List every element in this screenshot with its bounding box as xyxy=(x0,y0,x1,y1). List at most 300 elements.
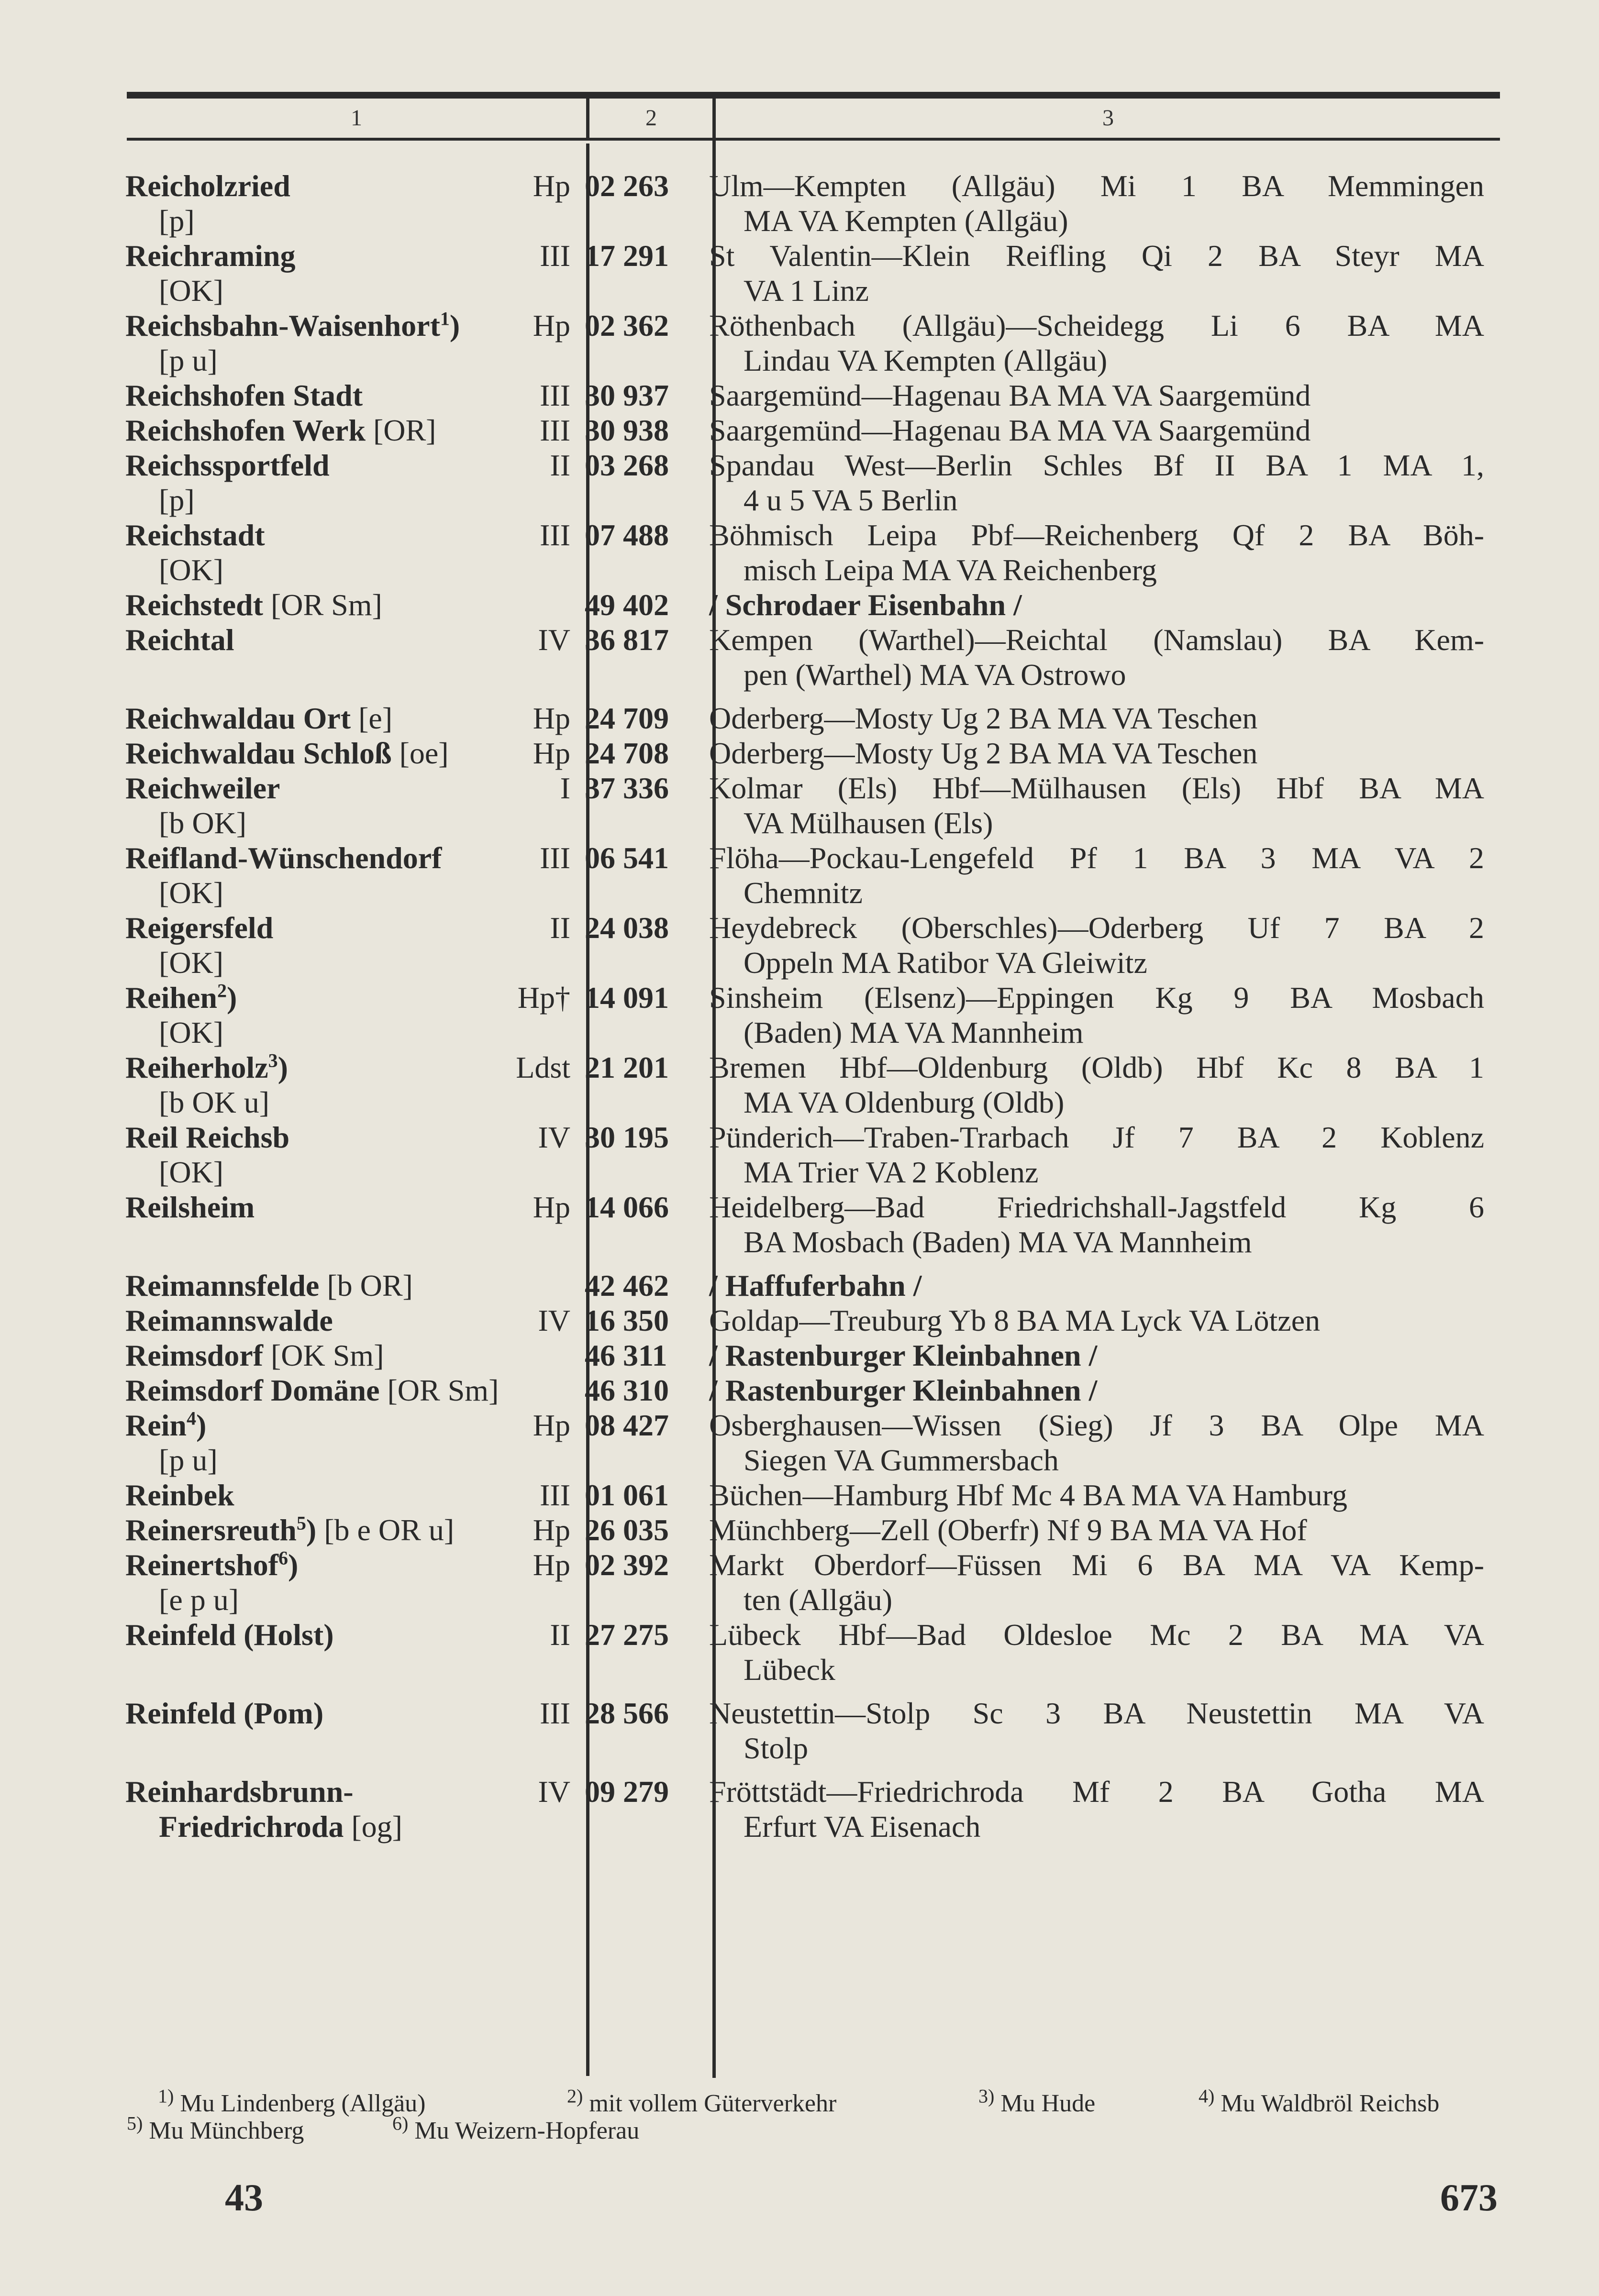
station-number: 26 035 xyxy=(585,1513,669,1547)
table-row xyxy=(125,910,1484,980)
route-line-1: Saargemünd—Hagenau BA MA VA Saargemünd xyxy=(709,378,1311,412)
table-row xyxy=(125,378,1484,413)
station-cell xyxy=(125,1408,585,1478)
route-cell xyxy=(709,1617,1484,1687)
station-cell xyxy=(125,1478,585,1512)
station-number: 46 310 xyxy=(585,1373,669,1407)
route-line-2: ten (Allgäu) xyxy=(744,1583,892,1617)
table-row xyxy=(125,1478,1484,1512)
station-marks: [b OR] xyxy=(327,1269,413,1303)
route-line-1: Spandau West—Berlin Schles Bf II BA 1 MA 1, xyxy=(709,448,1484,482)
footnote-ref: 3 xyxy=(268,1049,278,1071)
route-line-2: Oppeln MA Ratibor VA Gleiwitz xyxy=(744,946,1147,980)
header-divider-1 xyxy=(586,94,589,140)
station-name-group: Reinertshof$^6$) xyxy=(125,1547,299,1582)
station-cell xyxy=(125,1617,585,1687)
route-cell xyxy=(709,1303,1484,1338)
table-row xyxy=(125,1338,1484,1373)
station-marks: [OK] xyxy=(159,946,224,980)
station-name-group xyxy=(125,1774,354,1809)
route-line-1: Bremen Hbf—Oldenburg (Oldb) Hbf Kc 8 BA 1 xyxy=(709,1050,1484,1084)
station-name-group xyxy=(125,1268,413,1303)
station-marks: [p] xyxy=(159,483,195,517)
route-cell xyxy=(709,1774,1484,1844)
station-class: IV xyxy=(538,623,570,657)
station-number: 16 350 xyxy=(585,1303,669,1337)
footnote-6-text: Mu Weizern-Hopferau xyxy=(414,2117,640,2144)
station-marks: [p] xyxy=(159,204,195,238)
footnote-5-mark: 5) xyxy=(127,2112,143,2134)
station-name-group xyxy=(125,701,392,736)
station-marks: [OR Sm] xyxy=(270,588,382,622)
station-name: Reihen xyxy=(125,981,217,1015)
station-name-group xyxy=(125,736,449,771)
station-number: 30 938 xyxy=(585,413,669,447)
station-number: 46 311 xyxy=(585,1338,667,1372)
station-name: Reichsbahn-Waisenhort xyxy=(125,309,440,342)
table-row xyxy=(125,1547,1484,1617)
station-cell xyxy=(125,448,585,518)
route-line-1: Kempen (Warthel)—Reichtal (Namslau) BA Kem- xyxy=(709,623,1484,657)
route-line-1: Fröttstädt—Friedrichroda Mf 2 BA Gotha MA xyxy=(709,1775,1484,1809)
table-row xyxy=(125,168,1484,238)
column-header-3: 3 xyxy=(1102,105,1114,131)
station-cell xyxy=(125,1190,585,1259)
station-name-group xyxy=(125,587,382,622)
station-number: 01 061 xyxy=(585,1478,669,1512)
route-cell xyxy=(709,1268,1484,1303)
station-name: Reichtal xyxy=(125,623,234,657)
station-cell xyxy=(125,1373,585,1408)
station-cell xyxy=(125,701,585,736)
station-name-group xyxy=(125,1696,323,1731)
route-cell xyxy=(709,1478,1484,1512)
station-class: Hp xyxy=(533,1548,570,1582)
row-spacer xyxy=(125,692,1484,701)
route-cell xyxy=(709,448,1484,518)
route-line-1: Münchberg—Zell (Oberfr) Nf 9 BA MA VA Hof xyxy=(709,1513,1307,1547)
route-line-2: MA VA Oldenburg (Oldb) xyxy=(744,1085,1065,1119)
station-name: Reiherholz xyxy=(125,1050,268,1084)
station-number: 14 066 xyxy=(585,1190,669,1224)
station-class: III xyxy=(540,1478,570,1512)
station-number: 02 392 xyxy=(585,1548,669,1582)
station-class xyxy=(570,1268,585,1303)
route-line-2: 4 u 5 VA 5 Berlin xyxy=(744,483,958,517)
station-name: Reichstadt xyxy=(125,518,265,552)
route-line-1: Goldap—Treuburg Yb 8 BA MA Lyck VA Lötzen xyxy=(709,1303,1321,1337)
route-line-1: Lübeck Hbf—Bad Oldesloe Mc 2 BA MA VA xyxy=(709,1618,1484,1652)
route-cell xyxy=(709,736,1484,771)
footnote-ref: 5 xyxy=(296,1512,306,1534)
route-line-2: VA 1 Linz xyxy=(744,274,869,308)
station-class: IV xyxy=(538,1120,570,1154)
station-number: 24 708 xyxy=(585,736,669,770)
station-marks: [OK] xyxy=(159,876,224,910)
station-name: Reicholzried xyxy=(125,169,290,203)
station-class: III xyxy=(540,413,570,447)
station-number: 17 291 xyxy=(585,239,669,273)
station-name-group xyxy=(125,622,234,657)
station-name-group xyxy=(125,771,280,806)
route-line-2: MA Trier VA 2 Koblenz xyxy=(744,1155,1039,1189)
footnote-4 xyxy=(1199,2085,1440,2118)
column-header-2: 2 xyxy=(645,105,657,131)
route-cell xyxy=(709,840,1484,910)
route-cell xyxy=(709,1190,1484,1259)
table-row xyxy=(125,518,1484,587)
station-marks: [e p u] xyxy=(159,1583,239,1617)
footnote-2 xyxy=(567,2085,837,2118)
station-marks: [OK] xyxy=(159,1155,224,1189)
station-cell xyxy=(125,1547,585,1617)
route-line-1: Osberghausen—Wissen (Sieg) Jf 3 BA Olpe MA xyxy=(709,1408,1484,1442)
station-cell xyxy=(125,1774,585,1844)
route-line-1: / Rastenburger Kleinbahnen / xyxy=(709,1373,1098,1407)
station-name-group xyxy=(125,1120,289,1155)
route-cell xyxy=(709,622,1484,692)
station-marks: [og] xyxy=(351,1810,402,1843)
station-name: Reinfeld (Holst) xyxy=(125,1618,334,1652)
station-marks: [OK] xyxy=(159,1016,224,1049)
table-row xyxy=(125,238,1484,308)
row-spacer xyxy=(125,1687,1484,1696)
route-line-2: Lübeck xyxy=(744,1653,835,1687)
table-row xyxy=(125,448,1484,518)
station-name: Reimannsfelde xyxy=(125,1269,320,1303)
route-cell xyxy=(709,518,1484,587)
table-row xyxy=(125,1774,1484,1844)
station-name-continued: Friedrichroda xyxy=(159,1810,344,1843)
route-cell xyxy=(709,771,1484,840)
table-row xyxy=(125,1617,1484,1687)
station-number: 02 263 xyxy=(585,169,669,203)
station-name: Reichshofen Werk xyxy=(125,413,366,447)
table-row xyxy=(125,413,1484,448)
station-name-group: Reinersreuth$^5$) [b e OR u] xyxy=(125,1512,455,1547)
station-class xyxy=(570,1338,585,1373)
footnote-ref: 6 xyxy=(278,1547,288,1569)
station-marks: [e] xyxy=(358,701,393,735)
route-line-1: Oderberg—Mosty Ug 2 BA MA VA Teschen xyxy=(709,701,1258,735)
table-row xyxy=(125,701,1484,736)
footnote-1 xyxy=(158,2085,426,2118)
footnote-4-text: Mu Waldbröl Reichsb xyxy=(1221,2090,1440,2117)
station-marks: [OK] xyxy=(159,274,224,308)
route-cell xyxy=(709,1050,1484,1120)
station-class: II xyxy=(550,911,570,945)
route-cell xyxy=(709,1512,1484,1547)
station-name-group xyxy=(125,168,290,203)
route-cell xyxy=(709,910,1484,980)
route-cell xyxy=(709,701,1484,736)
route-line-2: Lindau VA Kempten (Allgäu) xyxy=(744,343,1108,377)
table-row xyxy=(125,1696,1484,1766)
station-class: III xyxy=(540,518,570,552)
footnote-4-mark: 4) xyxy=(1199,2085,1215,2107)
station-number: 36 817 xyxy=(585,623,669,657)
station-cell xyxy=(125,378,585,413)
station-number: 30 937 xyxy=(585,378,669,412)
station-cell xyxy=(125,736,585,771)
station-name-group xyxy=(125,840,442,875)
station-name-group xyxy=(125,378,363,413)
station-cell xyxy=(125,1050,585,1120)
footnote-1-text: Mu Lindenberg (Allgäu) xyxy=(180,2090,426,2117)
route-line-1: / Rastenburger Kleinbahnen / xyxy=(709,1338,1098,1372)
station-number: 42 462 xyxy=(585,1269,669,1303)
route-line-1: Pünderich—Traben-Trarbach Jf 7 BA 2 Koblenz xyxy=(709,1120,1484,1154)
route-cell xyxy=(709,378,1484,413)
station-number: 03 268 xyxy=(585,448,669,482)
station-cell xyxy=(125,622,585,692)
route-line-2: Chemnitz xyxy=(744,876,863,910)
route-cell xyxy=(709,1120,1484,1190)
footnote-5 xyxy=(127,2112,304,2145)
station-name-group xyxy=(125,413,436,448)
station-cell xyxy=(125,771,585,840)
station-class: Hp xyxy=(533,701,570,735)
station-number: 27 275 xyxy=(585,1618,669,1652)
footnote-ref: 1 xyxy=(440,308,450,330)
station-name-group xyxy=(125,518,265,552)
station-number: 07 488 xyxy=(585,518,669,552)
route-line-1: Heidelberg—Bad Friedrichshall-Jagstfeld Kg 6 xyxy=(709,1190,1484,1224)
footnote-2-mark: 2) xyxy=(567,2085,583,2107)
table-row xyxy=(125,622,1484,692)
route-line-1: Oderberg—Mosty Ug 2 BA MA VA Teschen xyxy=(709,736,1258,770)
footnote-5-text: Mu Münchberg xyxy=(149,2117,304,2144)
station-marks: [OR] xyxy=(373,413,436,447)
route-line-1: Neustettin—Stolp Sc 3 BA Neustettin MA VA xyxy=(709,1696,1484,1730)
route-cell xyxy=(709,980,1484,1050)
route-line-1: Ulm—Kempten (Allgäu) Mi 1 BA Memmingen xyxy=(709,169,1484,203)
station-class: Hp xyxy=(533,169,570,203)
station-name: Reichwaldau Ort xyxy=(125,701,351,735)
route-line-1: Saargemünd—Hagenau BA MA VA Saargemünd xyxy=(709,413,1311,447)
footnote-3-mark: 3) xyxy=(978,2085,995,2107)
route-line-2: MA VA Kempten (Allgäu) xyxy=(744,204,1068,238)
station-class: Hp xyxy=(533,1408,570,1442)
station-cell xyxy=(125,1512,585,1547)
station-class: III xyxy=(540,1696,570,1730)
route-line-1: Flöha—Pockau-Lengefeld Pf 1 BA 3 MA VA 2 xyxy=(709,841,1484,875)
route-cell xyxy=(709,1547,1484,1617)
station-marks: [OK] xyxy=(159,553,224,587)
footnote-ref: 4 xyxy=(187,1407,196,1429)
station-name: Reinbek xyxy=(125,1478,234,1512)
table-row xyxy=(125,980,1484,1050)
route-line-2: VA Mülhausen (Els) xyxy=(744,806,993,840)
route-cell xyxy=(709,308,1484,378)
table-row xyxy=(125,736,1484,771)
page-number-right: 673 xyxy=(1440,2177,1498,2219)
table-row xyxy=(125,1120,1484,1190)
station-cell xyxy=(125,238,585,308)
station-marks: [b e OR u] xyxy=(324,1513,455,1547)
table-row xyxy=(125,587,1484,622)
footnote-3-text: Mu Hude xyxy=(1000,2090,1096,2117)
station-number: 09 279 xyxy=(585,1775,669,1809)
station-class: II xyxy=(550,448,570,482)
route-line-1: Röthenbach (Allgäu)—Scheidegg Li 6 BA MA xyxy=(709,309,1484,342)
station-name: Reinfeld (Pom) xyxy=(125,1696,324,1730)
station-class: IV xyxy=(538,1303,570,1337)
station-cell xyxy=(125,1120,585,1190)
station-name: Reichwaldau Schloß xyxy=(125,736,392,770)
station-number: 37 336 xyxy=(585,771,669,805)
route-line-2: pen (Warthel) MA VA Ostrowo xyxy=(744,658,1126,692)
station-name-group: Rein$^4$) xyxy=(125,1407,207,1442)
footnote-1-mark: 1) xyxy=(158,2085,174,2107)
route-line-1: / Schrodaer Eisenbahn / xyxy=(709,588,1022,622)
route-line-1: St Valentin—Klein Reifling Qi 2 BA Steyr MA xyxy=(709,239,1484,273)
station-cell xyxy=(125,587,585,622)
route-line-2: (Baden) MA VA Mannheim xyxy=(744,1016,1084,1049)
station-class: Hp† xyxy=(517,981,570,1015)
station-name: Reichssportfeld xyxy=(125,448,330,482)
station-cell xyxy=(125,840,585,910)
footnote-6 xyxy=(392,2112,640,2145)
station-marks: [OK Sm] xyxy=(270,1338,384,1372)
route-line-2: Erfurt VA Eisenach xyxy=(744,1810,981,1843)
route-line-1: Büchen—Hamburg Hbf Mc 4 BA MA VA Hamburg xyxy=(709,1478,1347,1512)
station-name: Reimannswalde xyxy=(125,1303,333,1337)
station-cell xyxy=(125,308,585,378)
station-class: Ldst xyxy=(516,1050,570,1084)
station-marks: [p u] xyxy=(159,343,218,377)
station-cell xyxy=(125,1696,585,1766)
station-cell xyxy=(125,168,585,238)
station-cell xyxy=(125,1338,585,1373)
station-name: Reinhardsbrunn- xyxy=(125,1775,354,1809)
station-name-group: Reihen$^2$) xyxy=(125,980,237,1015)
station-name: Reichweiler xyxy=(125,771,280,805)
station-name: Reil Reichsb xyxy=(125,1120,290,1154)
row-spacer xyxy=(125,1766,1484,1774)
footnote-2-text: mit vollem Güterverkehr xyxy=(589,2090,837,2117)
header-rule xyxy=(127,138,1500,141)
route-cell xyxy=(709,1408,1484,1478)
station-class: Hp xyxy=(533,1190,570,1224)
route-cell xyxy=(709,238,1484,308)
station-number: 24 038 xyxy=(585,911,669,945)
station-number: 28 566 xyxy=(585,1696,669,1730)
station-class: III xyxy=(540,239,570,273)
station-name: Reichraming xyxy=(125,239,296,273)
route-line-2: Stolp xyxy=(744,1731,809,1765)
station-cell xyxy=(125,518,585,587)
station-number: 21 201 xyxy=(585,1050,669,1084)
route-cell xyxy=(709,413,1484,448)
station-name: Reigersfeld xyxy=(125,911,274,945)
station-name: Rein xyxy=(125,1408,187,1442)
station-number: 06 541 xyxy=(585,841,669,875)
route-line-1: Böhmisch Leipa Pbf—Reichenberg Qf 2 BA Böh- xyxy=(709,518,1484,552)
station-cell xyxy=(125,980,585,1050)
table-row xyxy=(125,1190,1484,1259)
station-class xyxy=(570,587,585,622)
table-row xyxy=(125,840,1484,910)
footnote-3 xyxy=(978,2085,1096,2118)
station-class: II xyxy=(550,1618,570,1652)
table-row xyxy=(125,1268,1484,1303)
station-name-group xyxy=(125,1617,334,1652)
station-name: Reichshofen Stadt xyxy=(125,378,363,412)
station-name-group xyxy=(125,1478,234,1512)
route-line-2: Siegen VA Gummersbach xyxy=(744,1443,1059,1477)
station-class: III xyxy=(540,378,570,412)
station-name-group: Reiherholz$^3$) xyxy=(125,1049,288,1084)
station-marks: [b OK] xyxy=(159,806,247,840)
route-cell xyxy=(709,587,1484,622)
station-name-group xyxy=(125,1373,499,1408)
route-line-1: Markt Oberdorf—Füssen Mi 6 BA MA VA Kemp- xyxy=(709,1548,1484,1582)
station-name-group xyxy=(125,910,273,945)
station-name: Reilsheim xyxy=(125,1190,255,1224)
row-spacer xyxy=(125,1259,1484,1268)
route-line-1: Kolmar (Els) Hbf—Mülhausen (Els) Hbf BA MA xyxy=(709,771,1484,805)
route-line-1: / Haffuferbahn / xyxy=(709,1269,922,1303)
station-name: Reimsdorf Domäne xyxy=(125,1373,380,1407)
station-class: IV xyxy=(538,1775,570,1809)
station-rows xyxy=(125,168,1484,1844)
footnote-ref: 2 xyxy=(217,980,227,1002)
station-name-group xyxy=(125,448,330,483)
station-marks: [p u] xyxy=(159,1443,218,1477)
station-name-group xyxy=(125,1303,333,1338)
table-row xyxy=(125,1303,1484,1338)
station-number: 14 091 xyxy=(585,981,669,1015)
station-cell xyxy=(125,1303,585,1338)
station-marks: [oe] xyxy=(399,736,449,770)
station-class xyxy=(570,1373,585,1408)
station-number: 08 427 xyxy=(585,1408,669,1442)
route-cell xyxy=(709,1373,1484,1408)
route-cell xyxy=(709,1696,1484,1766)
table-row xyxy=(125,1512,1484,1547)
station-marks: [b OK u] xyxy=(159,1085,270,1119)
route-line-1: Heydebreck (Oberschles)—Oderberg Uf 7 BA 2 xyxy=(709,911,1484,945)
station-table xyxy=(125,168,1484,1844)
station-name: Reinertshof xyxy=(125,1548,278,1582)
station-name-group xyxy=(125,238,296,273)
footnote-6-mark: 6) xyxy=(392,2112,409,2134)
station-marks: [OR Sm] xyxy=(387,1373,499,1407)
station-number: 02 362 xyxy=(585,309,669,342)
station-cell xyxy=(125,1268,585,1303)
station-name: Reimsdorf xyxy=(125,1338,263,1372)
route-line-2: BA Mosbach (Baden) MA VA Mannheim xyxy=(744,1225,1252,1259)
station-cell xyxy=(125,413,585,448)
station-name-group xyxy=(125,1190,255,1225)
table-row xyxy=(125,1373,1484,1408)
table-row xyxy=(125,1050,1484,1120)
table-row xyxy=(125,771,1484,840)
table-row xyxy=(125,1408,1484,1478)
station-class: III xyxy=(540,841,570,875)
station-cell xyxy=(125,910,585,980)
station-name: Reifland-Wünschendorf xyxy=(125,841,442,875)
route-cell xyxy=(709,1338,1484,1373)
station-class: Hp xyxy=(533,309,570,342)
page-number-left: 43 xyxy=(225,2177,263,2219)
route-line-2: misch Leipa MA VA Reichenberg xyxy=(744,553,1157,587)
top-rule xyxy=(127,92,1500,99)
route-line-1: Sinsheim (Elsenz)—Eppingen Kg 9 BA Mosbach xyxy=(709,981,1484,1015)
station-number: 49 402 xyxy=(585,588,669,622)
station-name: Reichstedt xyxy=(125,588,263,622)
